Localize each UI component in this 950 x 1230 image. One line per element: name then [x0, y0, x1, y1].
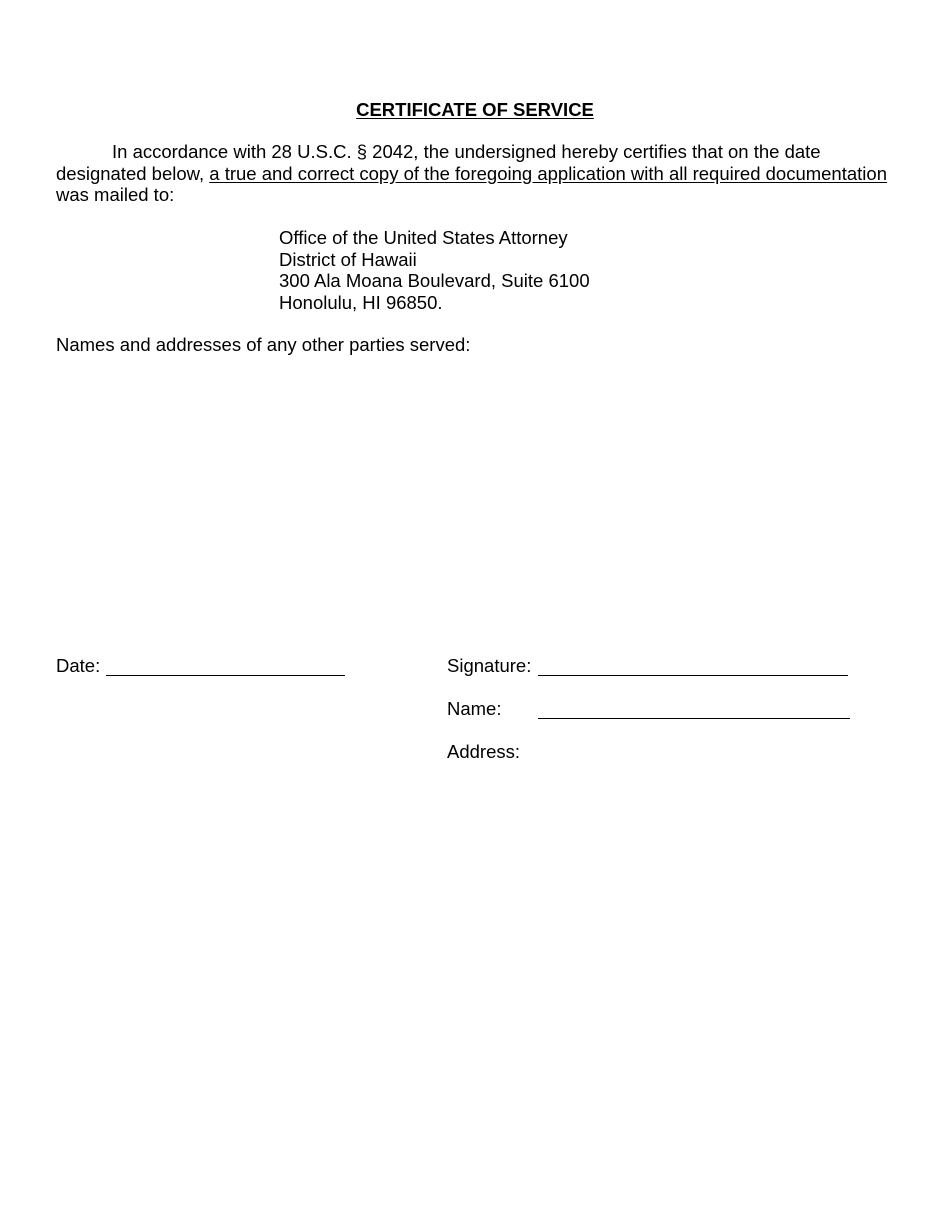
- paragraph-line-3: was mailed to:: [56, 184, 175, 205]
- address-line: 300 Ala Moana Boulevard, Suite 6100: [279, 270, 590, 291]
- address-line: District of Hawaii: [279, 248, 417, 270]
- other-parties-label: Names and addresses of any other parties served:: [56, 334, 471, 355]
- paragraph-line-1: In accordance with 28 U.S.C. § 2042, the undersigned hereby certifies that on the date: [112, 141, 821, 162]
- paragraph-line-2: [56, 163, 896, 185]
- paragraph-line-2-plain: designated below,: [56, 162, 210, 184]
- recipient-address: [279, 227, 590, 313]
- address-line: Office of the United States Attorney: [279, 227, 568, 248]
- signature-label: Signature:: [447, 655, 532, 676]
- certification-paragraph: [56, 141, 896, 206]
- page-title: CERTIFICATE OF SERVICE: [356, 99, 594, 120]
- name-blank[interactable]: [538, 718, 850, 719]
- signature-blank[interactable]: [538, 675, 848, 676]
- name-label: Name:: [447, 698, 502, 719]
- address-label: Address:: [447, 741, 521, 762]
- date-label: Date:: [56, 655, 101, 676]
- paragraph-line-2-underlined: a true and correct copy of the foregoing application with all required documentation: [209, 162, 887, 184]
- date-blank[interactable]: [106, 675, 345, 676]
- address-line: Honolulu, HI 96850.: [279, 291, 443, 313]
